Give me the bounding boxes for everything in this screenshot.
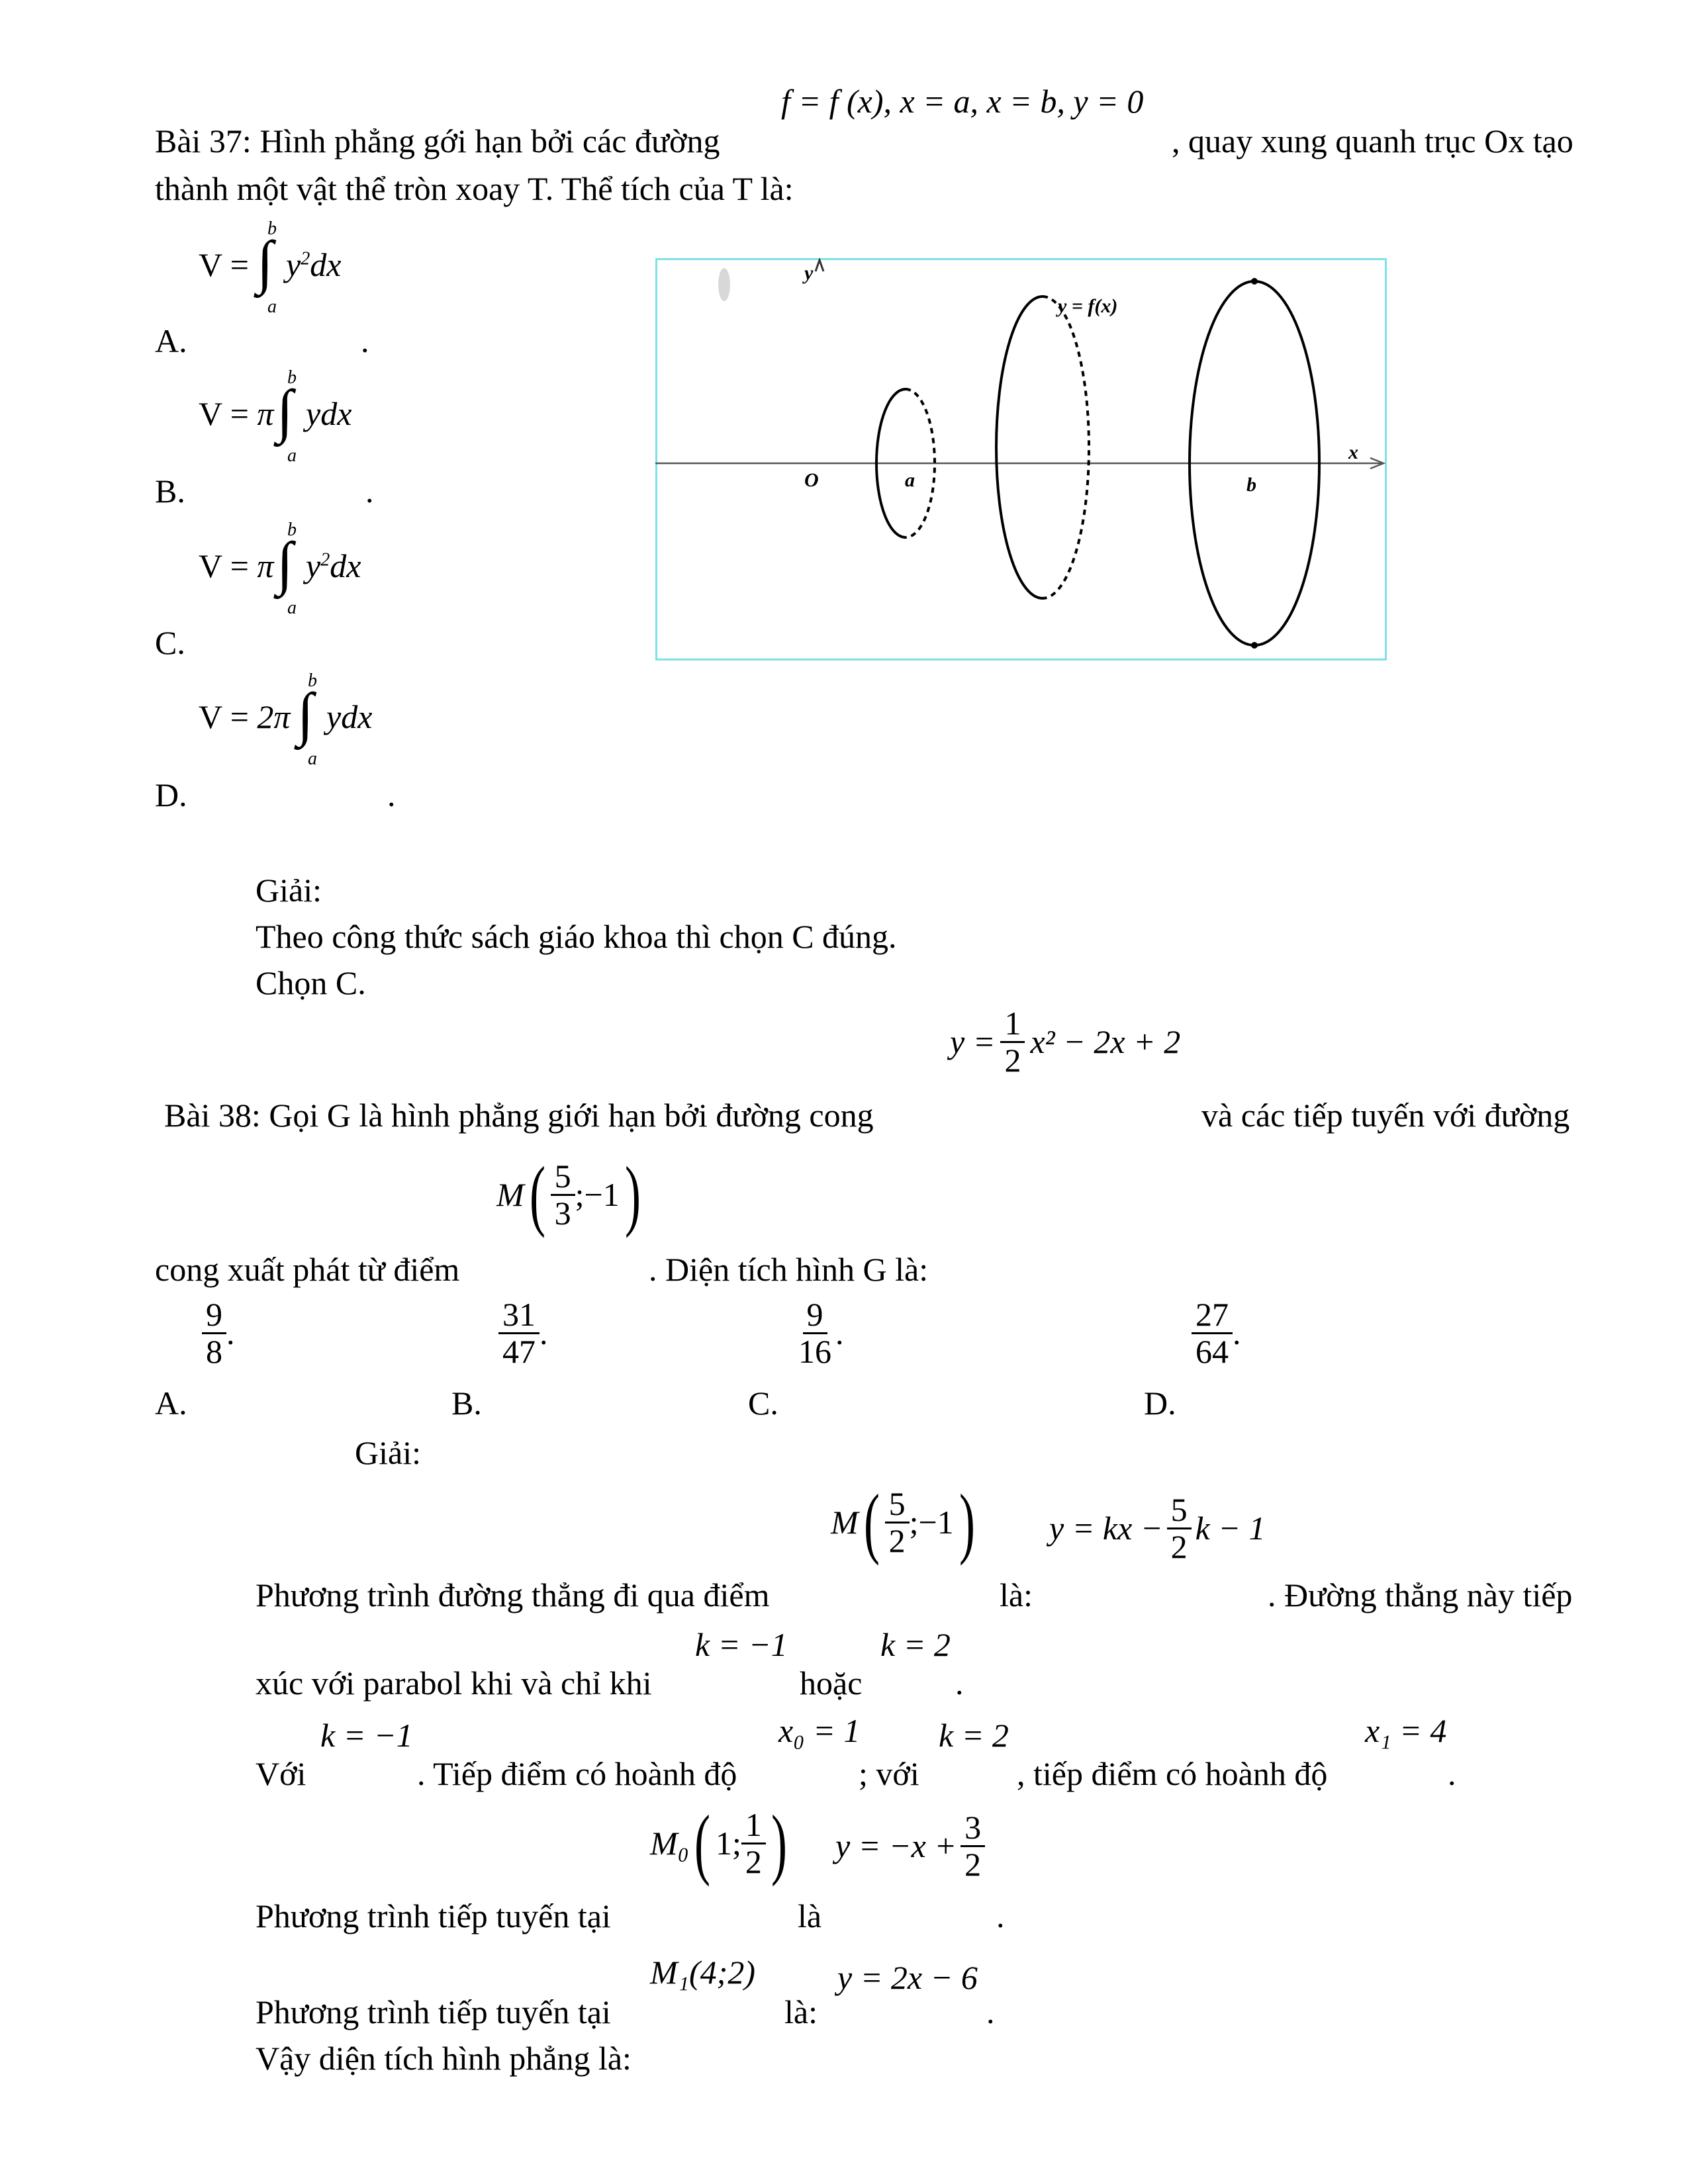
b38-s1-point: M ( $\frac{5}{2}$ ;−1 ) [831,1478,975,1566]
option-label: B. [451,1385,482,1422]
a-label: a [905,469,915,491]
b38-s5-text-a: Phương trình tiếp tuyến tại [256,1993,611,2030]
b38-s3-x1: x₁ = 4 [1365,1712,1447,1749]
b37-solution-heading: Giải: [256,872,322,909]
b38-line2-start: cong xuất phát từ điểm [155,1251,460,1288]
ellipse-b-top-point [1251,278,1258,285]
b38-s3-text-d: , tiếp điểm có hoành độ [1017,1755,1328,1792]
b37-solution-line2: Chọn C. [256,964,366,1001]
b38-s2-k2: k = 2 [880,1626,951,1663]
b38-s1-text-a: Phương trình đường thẳng đi qua điểm [256,1576,770,1614]
option-label: A. [155,322,187,359]
b38-s2-text-b: hoặc [800,1664,863,1702]
x-axis-label: x [1348,441,1358,463]
b38-s2-text-c: . [955,1664,964,1702]
option-label: D. [1144,1385,1176,1422]
b38-s5-text-b: là: [784,1993,818,2030]
b38-s4-text-a: Phương trình tiếp tuyến tại [256,1897,611,1934]
option-label: A. [155,1385,187,1422]
integral-sign: ∫ [257,230,273,295]
option-label: B. [155,473,185,510]
b37-line1-start: Bài 37: Hình phẳng gới hạn bởi các đường [155,122,720,159]
b38-line1-end: và các tiếp tuyến với đường [1201,1097,1570,1134]
b37-line2: thành một vật thể tròn xoay T. Thể tích của T là: [155,170,794,207]
b38-s4-point-M0: M₀ ( 1; $\frac{1}{2}$ ) [650,1799,787,1887]
option-label: C. [155,624,185,661]
integral-sign: ∫ [277,531,293,596]
b38-s3-text-b: . Tiếp điểm có hoành độ [417,1755,737,1792]
b38-s4-tangent-equation: y = −x + $\frac{3}{2}$ [835,1810,985,1882]
option-label: D. [155,776,187,813]
figure-frame [657,259,1386,660]
ellipse-b-bottom-point [1251,642,1258,649]
b38-s5-point-M1: M₁(4;2) [650,1954,755,1991]
b38-s5-tangent-equation: y = 2x − 6 [837,1959,978,1996]
revolution-solid-figure [655,258,1387,660]
b38-solution-heading: Giải: [355,1434,421,1471]
b38-point-M: M ( $\frac{5}{3}$ ;−1 ) [496,1150,641,1238]
b38-s1-line-equation: y = kx − $\frac{5}{2}$ k − 1 [1049,1491,1266,1565]
b38-curve-equation: y = $\frac{1}{2}$ x² − 2x + 2 [950,1005,1181,1079]
b38-line2-end: . Diện tích hình G là: [649,1251,929,1288]
volume-symbol: V = [199,246,249,283]
b37-condition-math: f = f (x), x = a, x = b, y = 0 [781,83,1144,120]
integral-sign: ∫ [277,379,293,444]
integral-sign: ∫ [297,682,314,747]
b-label: b [1246,474,1256,496]
b38-s5-text-c: . [986,1993,995,2030]
b38-s3-k2: k = 2 [939,1717,1009,1754]
b38-s1-text-c: . Đường thẳng này tiếp [1268,1576,1573,1614]
b38-s3-text-c: ; với [859,1755,919,1792]
b38-s3-text-e: . [1448,1755,1456,1792]
b38-s1-text-b: là: [1000,1576,1033,1614]
function-label: y = f(x) [1058,295,1118,317]
b38-s3-text-a: Với [256,1755,306,1792]
b38-s3-k1: k = −1 [320,1717,413,1754]
option-label: C. [748,1385,778,1422]
b38-s6-text: Vậy diện tích hình phẳng là: [256,2040,632,2077]
b37-line1-end: , quay xung quanh trục Ox tạo [1172,122,1573,159]
b38-s4-text-b: là [798,1897,822,1934]
b38-line1-start: Bài 38: Gọi G là hình phẳng giới hạn bởi đường cong [164,1097,874,1134]
shadow-blob [718,268,730,301]
b38-s4-text-c: . [996,1897,1005,1934]
b38-s3-x0: x₀ = 1 [778,1712,861,1749]
b38-s2-text-a: xúc với parabol khi và chỉ khi [256,1664,652,1702]
b38-s2-k1: k = −1 [695,1626,788,1663]
b37-solution-line1: Theo công thức sách giáo khoa thì chọn C đúng. [256,918,897,955]
y-axis-label: y [804,262,814,284]
origin-label: O [804,469,819,491]
